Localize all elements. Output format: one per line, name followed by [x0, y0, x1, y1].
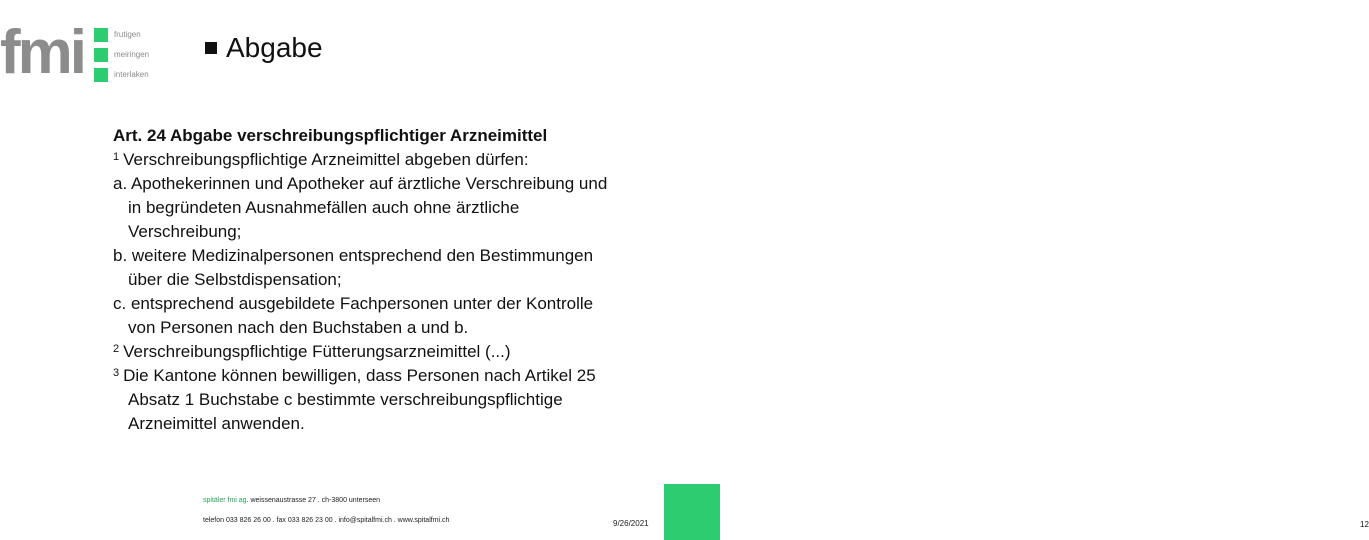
footer-date: 9/26/2021 — [613, 519, 649, 528]
body-line — [113, 148, 703, 172]
body-line-text: Die Kantone können bewilligen, dass Personen nach Artikel 25 — [123, 366, 596, 385]
logo-wordmark: fmi — [0, 18, 84, 87]
body-line-text: über die Selbstdispensation; — [128, 270, 342, 289]
paragraph-number: 3 — [113, 367, 120, 379]
footer-address: . weissenaustrasse 27 . ch-3800 unterseen — [246, 497, 381, 504]
body-line-text: Verschreibungspflichtige Fütterungsarzneimittel (...) — [123, 342, 511, 361]
logo-location-frutigen: frutigen — [114, 30, 141, 39]
logo-location-meiringen: meiringen — [114, 50, 150, 59]
fmi-logo — [0, 18, 160, 87]
slide-title: Abgabe — [226, 32, 323, 63]
body-line — [113, 316, 703, 340]
page-number-box — [664, 484, 1369, 540]
body-line — [113, 196, 703, 220]
footer — [0, 484, 720, 540]
body-line — [113, 268, 703, 292]
body-line — [113, 172, 703, 196]
body-line — [113, 292, 703, 316]
body-line — [113, 412, 703, 436]
body-line-text: von Personen nach den Buchstaben a und b. — [128, 318, 469, 337]
footer-address-line — [203, 497, 380, 504]
article-heading: Art. 24 Abgabe verschreibungspflichtiger Arzneimittel — [113, 126, 548, 145]
paragraph-number: 1 — [113, 151, 120, 163]
body-line-text: Verschreibung; — [128, 222, 242, 241]
body-line-text: c. entsprechend ausgebildete Fachpersonen unter der Kontrolle — [113, 294, 594, 313]
body-line-text: in begründeten Ausnahmefällen auch ohne ärztliche — [128, 198, 520, 217]
page-number: 12 — [1360, 520, 1369, 529]
title-bullet-icon — [205, 42, 217, 54]
footer-brand: spitäler fmi ag — [203, 497, 247, 504]
body-line-text: Verschreibungspflichtige Arzneimittel abgeben dürfen: — [123, 150, 529, 169]
body-line-text: a. Apothekerinnen und Apotheker auf ärztliche Verschreibung und — [113, 174, 608, 193]
body-line — [113, 364, 703, 388]
logo-location-interlaken: interlaken — [114, 70, 149, 79]
body-line-text: Absatz 1 Buchstabe c bestimmte verschreibungspflichtige — [128, 390, 563, 409]
paragraph-number: 2 — [113, 343, 120, 355]
body-line — [113, 340, 703, 364]
body-line-text: b. weitere Medizinalpersonen entsprechend den Bestimmungen — [113, 246, 594, 265]
body-line — [113, 244, 703, 268]
footer-contact: telefon 033 826 26 00 . fax 033 826 23 00 . info@spitalfmi.ch . www.spitalfmi.ch — [203, 517, 450, 524]
logo-green-bars — [94, 28, 108, 80]
body-line — [113, 220, 703, 244]
slide-body — [113, 124, 703, 436]
slide-title-row — [205, 32, 323, 64]
body-line-text: Arzneimittel anwenden. — [128, 414, 305, 433]
body-line — [113, 388, 703, 412]
